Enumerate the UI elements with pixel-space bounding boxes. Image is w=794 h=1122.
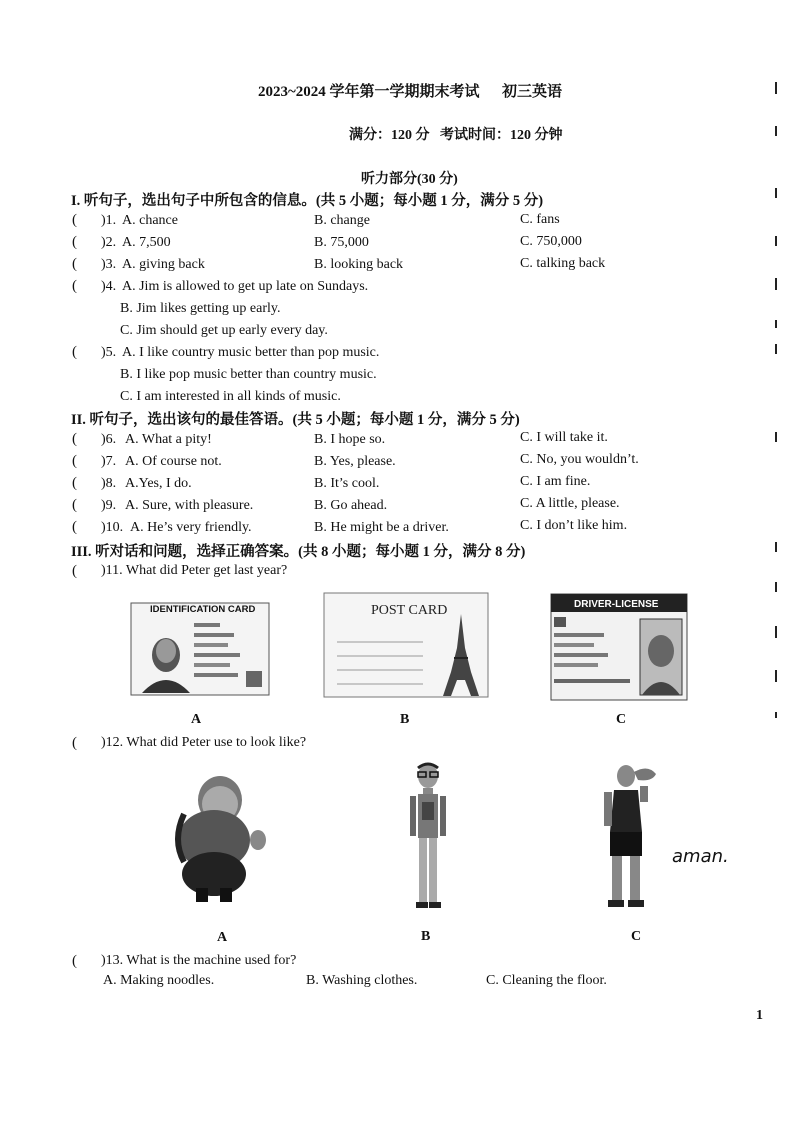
option-label-b: B (421, 929, 431, 944)
option-a: A. giving back (122, 257, 205, 272)
answer-paren[interactable]: ( (72, 475, 77, 491)
question-number: )8. (101, 476, 117, 491)
binding-mark (775, 626, 777, 638)
answer-paren[interactable]: ( (72, 953, 77, 969)
option-label-c: C (616, 712, 627, 727)
binding-mark (775, 670, 777, 682)
option-b: B. Washing clothes. (306, 973, 418, 988)
question-number: )7. (101, 454, 117, 469)
page-number: 1 (756, 1008, 763, 1023)
post-card-title: POST CARD (371, 603, 448, 618)
option-c: C. talking back (520, 256, 606, 271)
option-label-c: C (631, 929, 642, 944)
id-card-title: IDENTIFICATION CARD (150, 604, 256, 615)
question-number: )9. (101, 498, 117, 513)
question-number: )2. (101, 235, 117, 250)
question-stem: )13. What is the machine used for? (101, 953, 297, 968)
answer-paren[interactable]: ( (72, 453, 77, 469)
binding-mark (775, 712, 777, 718)
option-c: C. I will take it. (520, 430, 608, 445)
answer-paren[interactable]: ( (72, 278, 77, 294)
option-a: A. 7,500 (122, 235, 171, 250)
answer-paren[interactable]: ( (72, 431, 77, 447)
exam-meta: 满分：120 分 考试时间：120 分钟 (349, 128, 563, 143)
answer-paren[interactable]: ( (72, 519, 77, 535)
answer-paren[interactable]: ( (72, 344, 77, 360)
driver-license-image[interactable] (550, 593, 688, 701)
question-number: )10. (101, 520, 124, 535)
answer-paren[interactable]: ( (72, 256, 77, 272)
exam-title: 2023~2024 学年第一学期期末考试 (258, 84, 480, 100)
option-b: B. Yes, please. (314, 454, 396, 469)
athletic-man-image[interactable] (598, 762, 668, 912)
option-a: A. Of course not. (125, 454, 222, 469)
option-c: C. I don’t like him. (520, 518, 628, 533)
option-c: C. 750,000 (520, 234, 582, 249)
option-a: A. Sure, with pleasure. (125, 498, 254, 513)
section3-heading: III. 听对话和问题，选择正确答案。(共 8 小题；每小题 1 分，满分 8 分) (71, 544, 526, 560)
option-b: B. looking back (314, 257, 404, 272)
option-label-a: A (217, 930, 228, 945)
option-a: A. Jim is allowed to get up late on Sundays. (122, 279, 369, 294)
binding-mark (775, 82, 777, 94)
question-stem: )12. What did Peter use to look like? (101, 735, 307, 750)
option-c: C. fans (520, 212, 560, 227)
option-b: B. It’s cool. (314, 476, 380, 491)
option-label-a: A (191, 712, 202, 727)
answer-paren[interactable]: ( (72, 563, 77, 579)
option-a: A. Making noodles. (103, 973, 215, 988)
question-number: )5. (101, 345, 117, 360)
binding-mark (775, 188, 777, 198)
option-label-b: B (400, 712, 410, 727)
binding-mark (775, 582, 777, 592)
exam-subject: 初三英语 (502, 84, 563, 100)
binding-mark (775, 542, 777, 552)
option-c: C. I am interested in all kinds of music. (120, 389, 341, 404)
option-b: B. change (314, 213, 370, 228)
question-number: )1. (101, 213, 117, 228)
question-stem: )11. What did Peter get last year? (101, 563, 288, 578)
section2-heading: II. 听句子，选出该句的最佳答语。(共 5 小题；每小题 1 分，满分 5 分) (71, 412, 520, 428)
option-b: B. I like pop music better than country music. (120, 367, 377, 382)
answer-paren[interactable]: ( (72, 234, 77, 250)
option-a: A. He’s very friendly. (130, 520, 252, 535)
option-c: C. A little, please. (520, 496, 620, 511)
option-a: A. What a pity! (125, 432, 212, 447)
listening-title: 听力部分(30 分) (361, 172, 458, 187)
binding-mark (775, 344, 777, 354)
option-a: A.Yes, I do. (125, 476, 192, 491)
license-title: DRIVER-LICENSE (574, 599, 659, 610)
heavy-boy-image[interactable] (170, 770, 270, 910)
option-a: A. chance (122, 213, 178, 228)
option-b: B. He might be a driver. (314, 520, 449, 535)
binding-mark (775, 320, 777, 328)
thin-man-image[interactable] (402, 762, 454, 912)
option-b: B. Jim likes getting up early. (120, 301, 281, 316)
answer-paren[interactable]: ( (72, 497, 77, 513)
question-number: )3. (101, 257, 117, 272)
binding-mark (775, 278, 777, 290)
answer-paren[interactable]: ( (72, 212, 77, 228)
id-card-image[interactable] (130, 597, 270, 697)
binding-mark (775, 236, 777, 246)
option-b: B. 75,000 (314, 235, 369, 250)
option-c: C. Cleaning the floor. (486, 973, 607, 988)
post-card-image[interactable] (323, 592, 489, 698)
option-a: A. I like country music better than pop music. (122, 345, 380, 360)
question-number: )4. (101, 279, 117, 294)
binding-mark (775, 432, 777, 442)
option-c: C. I am fine. (520, 474, 591, 489)
option-c: C. Jim should get up early every day. (120, 323, 328, 338)
option-c: C. No, you wouldn’t. (520, 452, 639, 467)
handwritten-note: aman. (672, 846, 729, 867)
answer-paren[interactable]: ( (72, 735, 77, 751)
option-b: B. I hope so. (314, 432, 386, 447)
option-b: B. Go ahead. (314, 498, 388, 513)
question-number: )6. (101, 432, 117, 447)
binding-mark (775, 126, 777, 136)
section1-heading: I. 听句子，选出句子中所包含的信息。(共 5 小题；每小题 1 分，满分 5 分) (71, 193, 544, 209)
